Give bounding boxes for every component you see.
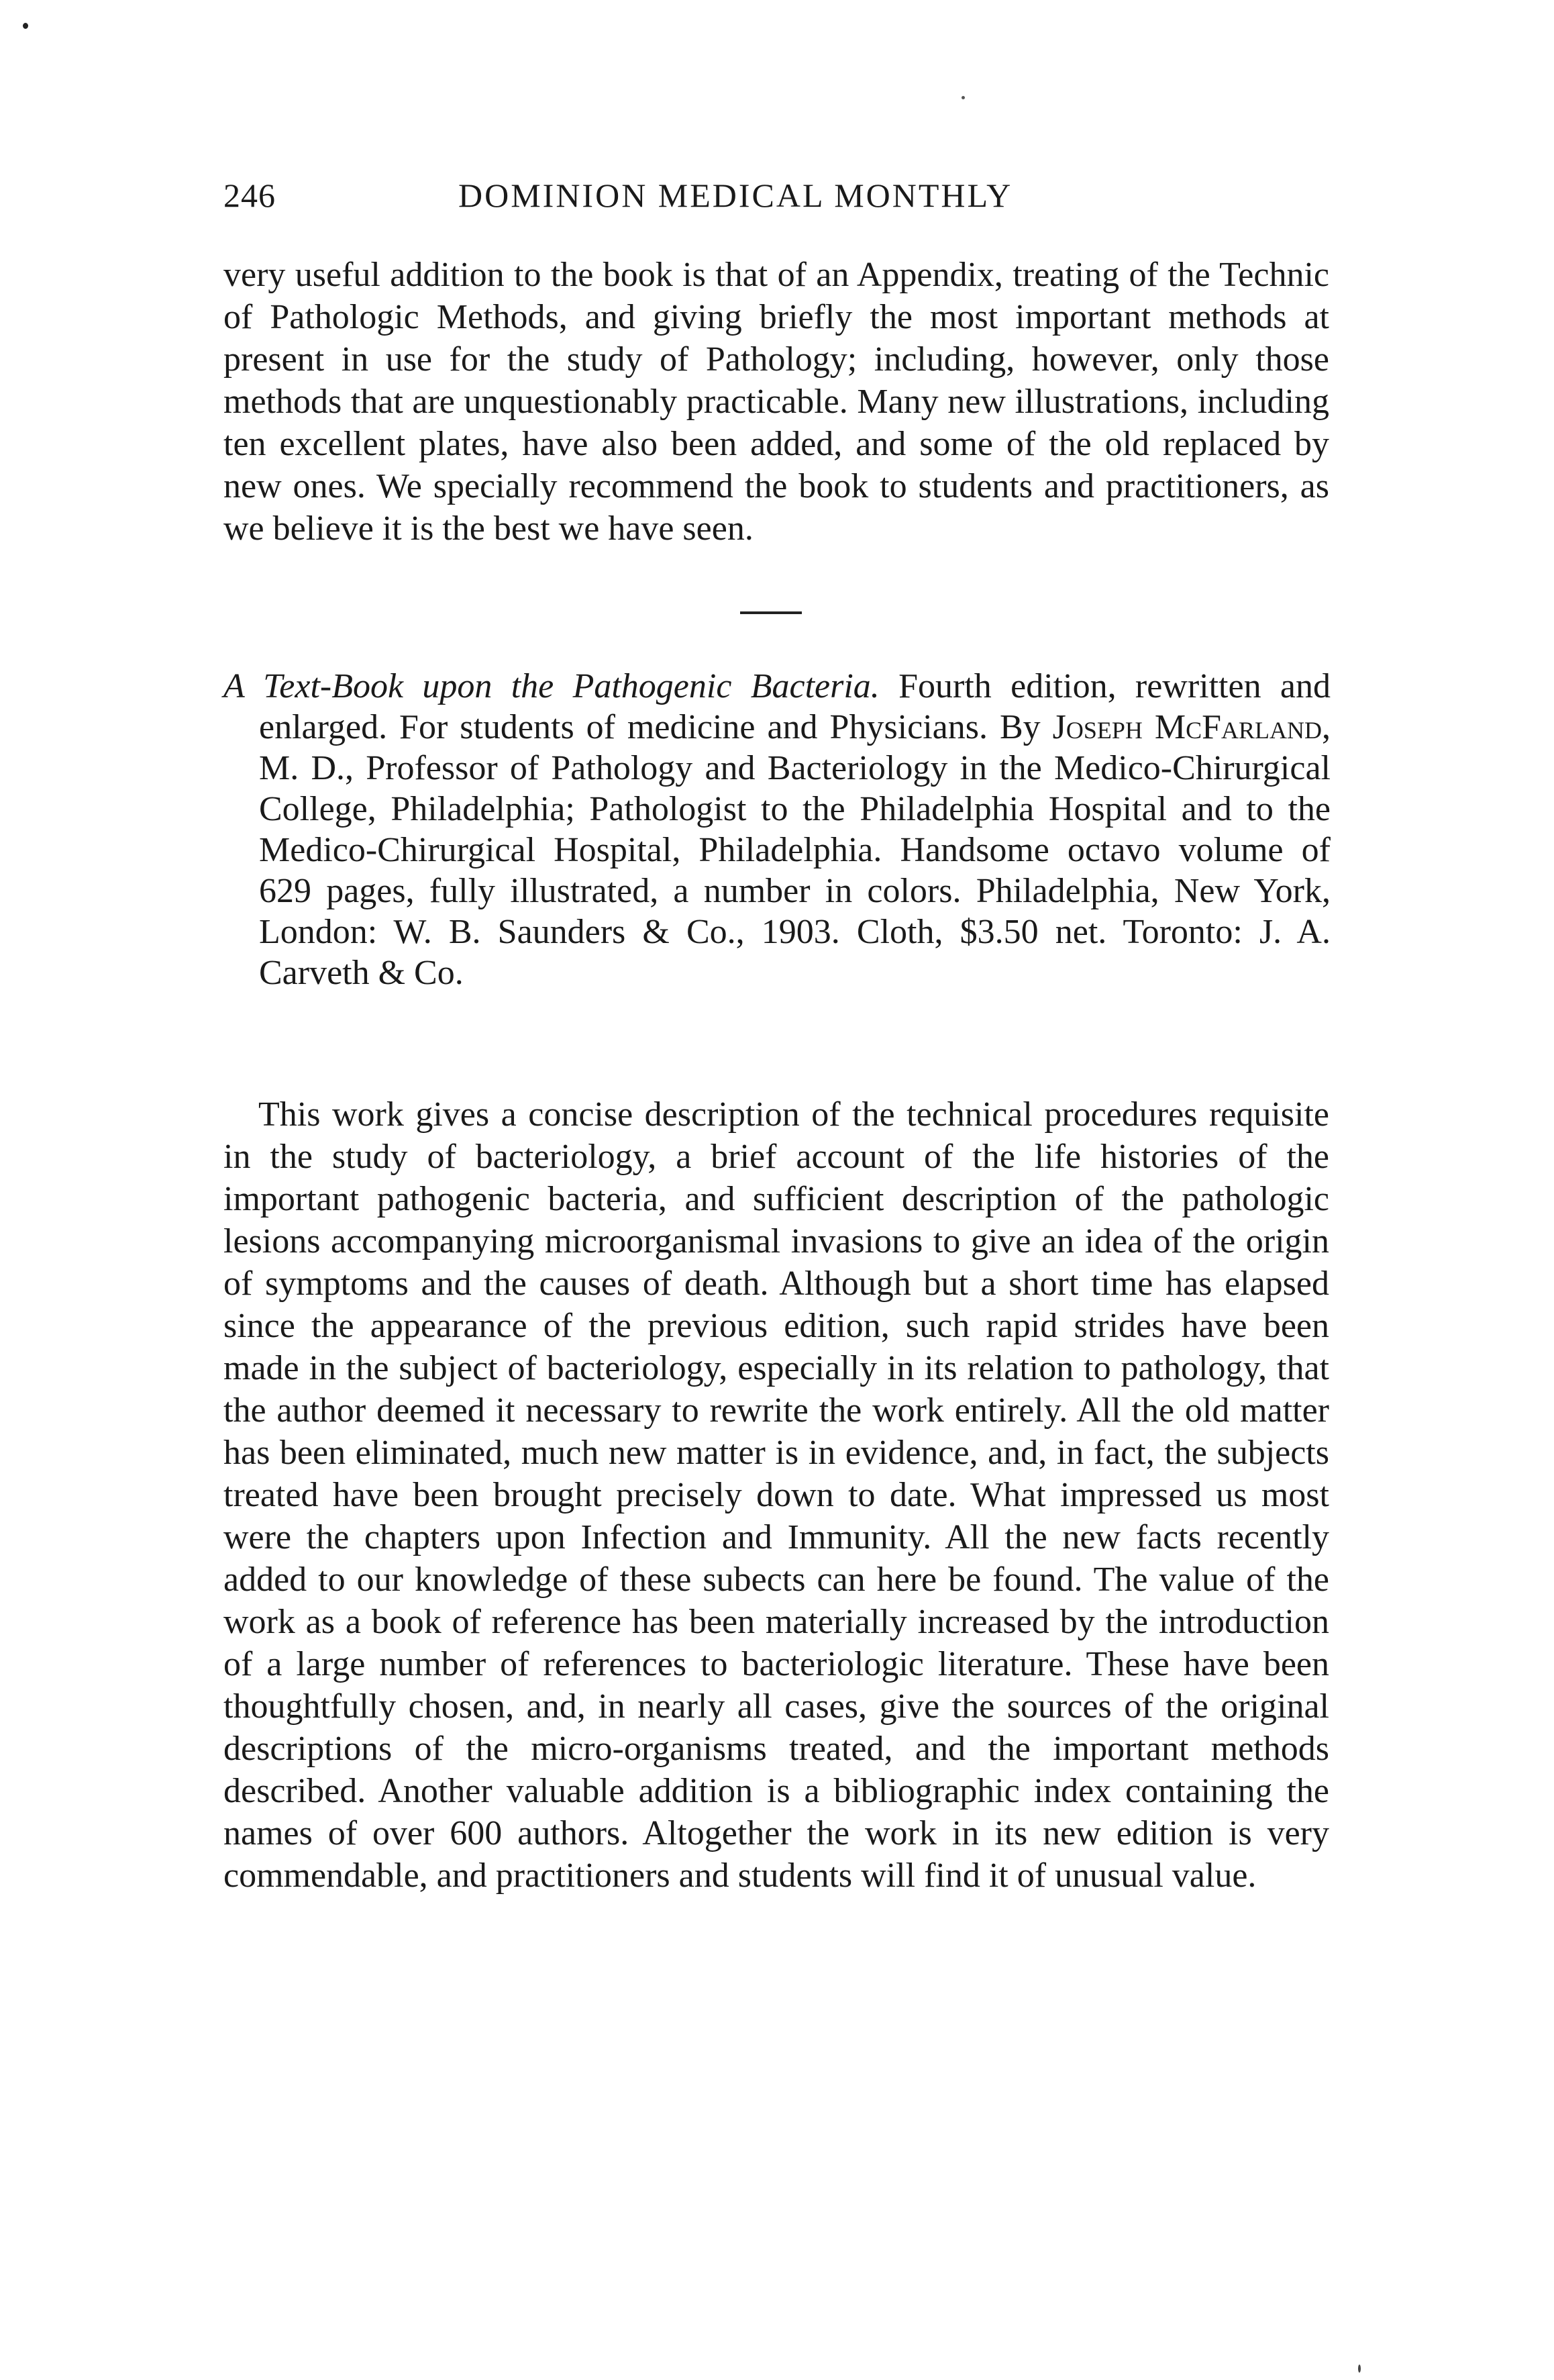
book-citation — [223, 666, 1331, 993]
book-title: A Text-Book upon the Pathogenic Bacteria. — [223, 667, 880, 705]
print-speck — [962, 96, 965, 99]
print-speck — [23, 23, 28, 29]
edition-text: Fourth edition, rewritten and enlarged. For students of medicine and Physicians. By — [259, 667, 1331, 746]
author-name: Joseph McFarland, — [1052, 708, 1331, 746]
print-speck — [1358, 2365, 1361, 2373]
intro-paragraph: very useful addition to the book is that of an Appendix, treating of the Technic of Pathologic Methods, and giving briefly the most important methods at present in use for the study of Pathology; including, however, only those methods that are unquestionably practicable. Many new illustrations, including ten excellent plates, have also been added, and some of the old replaced by new ones. We specially recommend the book to students and practitioners, as we believe it is the best we have seen. — [223, 256, 1329, 548]
journal-title: DOMINION MEDICAL MONTHLY — [458, 177, 1013, 214]
section-divider — [740, 611, 802, 614]
running-head — [223, 176, 1331, 223]
page-number: 246 — [223, 177, 276, 214]
publication-details: M. D., Professor of Pathology and Bacteriology in the Medico-Chirurgical College, Philadelphia; Pathologist to the Philadelphia Hospital and to the Medico-Chirurgical Hospital, Philadelphia. Handsome octavo volume of 629 pages, fully illustrated, a number in colors. Philadelphia, New York, London: W. B. Saunders & Co., 1903. Cloth, $3.50 net. Toronto: J. A. Carveth & Co. — [259, 749, 1331, 992]
review-paragraph: This work gives a concise description of the technical procedures requisite in the study of bacteriology, a brief account of the life histories of the important pathogenic bacteria, and sufficient description of the pathologic lesions accompanying microorganismal invasions to give an idea of the origin of symptoms and the causes of death. Although but a short time has elapsed since the appearance of the previous edition, such rapid strides have been made in the subject of bacteriology, especially in its relation to pathology, that the author deemed it necessary to rewrite the work entirely. All the old matter has been eliminated, much new matter is in evidence, and, in fact, the subjects treated have been brought precisely down to date. What impressed us most were the chapters upon Infection and Immunity. All the new facts recently added to our knowledge of these subects can here be found. The value of the work as a book of reference has been materially increased by the introduction of a large number of references to bacteriologic literature. These have been thoughtfully chosen, and, in nearly all cases, give the sources of the original descriptions of the micro-organisms treated, and the important methods described. Another valuable addition is a bibliographic index containing the names of over 600 authors. Altogether the work in its new edition is very commendable, and practitioners and students will find it of unusual value. — [223, 1095, 1329, 1895]
